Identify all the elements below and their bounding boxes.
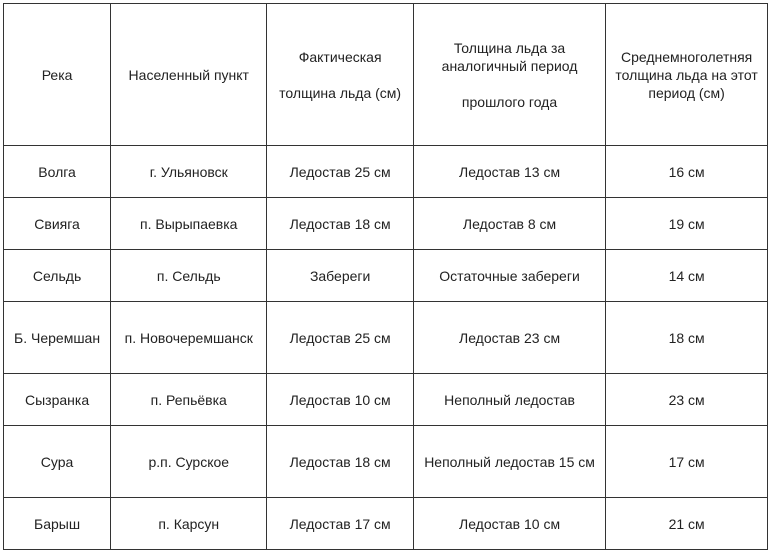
- cell-river: Б. Черемшан: [4, 302, 111, 374]
- header-actual-line1: Фактическая: [298, 48, 382, 65]
- header-long-term-average: Среднемноголетняя толщина льда на этот период (см): [606, 4, 768, 146]
- cell-actual: Забереги: [267, 250, 413, 302]
- header-settlement: Населенный пункт: [111, 4, 267, 146]
- cell-river: Сызранка: [4, 374, 111, 426]
- table-row: [4, 498, 768, 550]
- table-row: [4, 198, 768, 250]
- ice-thickness-table: [3, 3, 768, 550]
- table-row: [4, 146, 768, 198]
- cell-river: Сура: [4, 426, 111, 498]
- cell-river: Волга: [4, 146, 111, 198]
- cell-actual: Ледостав 17 см: [267, 498, 413, 550]
- cell-settlement: р.п. Сурское: [111, 426, 267, 498]
- header-actual-thickness: [267, 4, 413, 146]
- cell-actual: Ледостав 18 см: [267, 426, 413, 498]
- cell-previous: Ледостав 8 см: [413, 198, 605, 250]
- cell-average: 14 см: [606, 250, 768, 302]
- header-prev-line2: прошлого года: [461, 93, 558, 110]
- cell-river: Свияга: [4, 198, 111, 250]
- cell-actual: Ледостав 25 см: [267, 302, 413, 374]
- header-actual-line2: толщина льда (см): [279, 84, 402, 101]
- cell-river: Сельдь: [4, 250, 111, 302]
- cell-average: 21 см: [606, 498, 768, 550]
- cell-average: 19 см: [606, 198, 768, 250]
- table-row: [4, 374, 768, 426]
- table-row: [4, 302, 768, 374]
- cell-average: 18 см: [606, 302, 768, 374]
- cell-settlement: п. Новочеремшанск: [111, 302, 267, 374]
- cell-previous: Ледостав 10 см: [413, 498, 605, 550]
- cell-settlement: п. Карсун: [111, 498, 267, 550]
- cell-river: Барыш: [4, 498, 111, 550]
- table-row: [4, 250, 768, 302]
- cell-actual: Ледостав 25 см: [267, 146, 413, 198]
- cell-previous: Остаточные забереги: [413, 250, 605, 302]
- cell-previous: Ледостав 23 см: [413, 302, 605, 374]
- cell-previous: Неполный ледостав: [413, 374, 605, 426]
- table-row: [4, 426, 768, 498]
- cell-previous: Ледостав 13 см: [413, 146, 605, 198]
- header-river: Река: [4, 4, 111, 146]
- cell-actual: Ледостав 18 см: [267, 198, 413, 250]
- cell-average: 16 см: [606, 146, 768, 198]
- header-previous-year: [413, 4, 605, 146]
- cell-average: 23 см: [606, 374, 768, 426]
- cell-settlement: п. Сельдь: [111, 250, 267, 302]
- header-row: [4, 4, 768, 146]
- header-prev-line1: Толщина льда за аналогичный период: [441, 39, 578, 74]
- cell-settlement: п. Вырыпаевка: [111, 198, 267, 250]
- cell-settlement: п. Репьёвка: [111, 374, 267, 426]
- cell-settlement: г. Ульяновск: [111, 146, 267, 198]
- cell-previous: Неполный ледостав 15 см: [413, 426, 605, 498]
- cell-average: 17 см: [606, 426, 768, 498]
- cell-actual: Ледостав 10 см: [267, 374, 413, 426]
